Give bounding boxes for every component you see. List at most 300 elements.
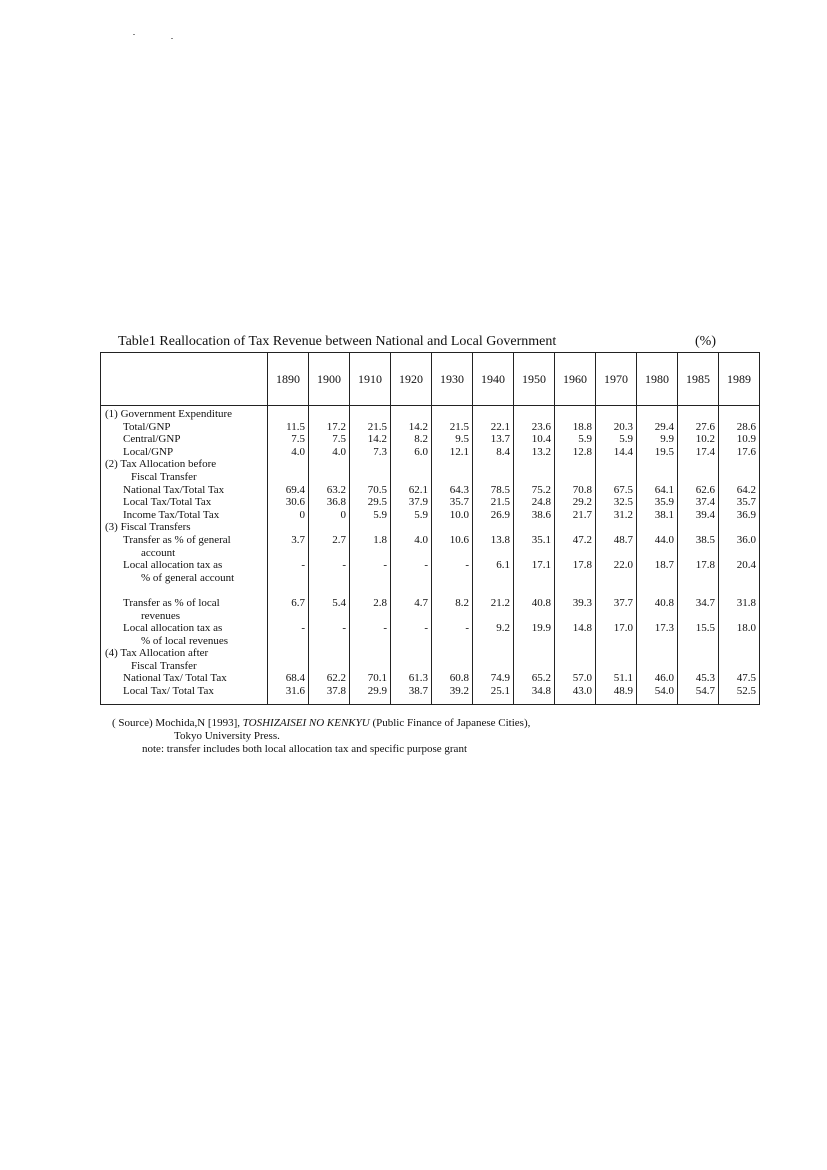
table-cell-value [678,660,718,673]
table-cell-value: 39.4 [695,508,715,521]
row-label [101,584,267,597]
table-cell-value: 17.3 [654,622,674,635]
table-cell-value [309,584,349,597]
table-cell-value [391,408,431,421]
table-cell-value: 15.5 [695,622,715,635]
table-cell-value: 38.7 [408,685,428,698]
table-cell-value: 14.2 [367,433,387,446]
table-cell-value: - [342,559,346,572]
table-cell-value: 4.7 [414,596,428,609]
table-cell-value [268,635,308,648]
table-cell-value [514,647,554,660]
table-cell-value: 12.1 [449,445,469,458]
note-line: note: transfer includes both local allocation tax and specific purpose grant [142,743,467,755]
scan-speck [133,34,135,35]
table-cell-value [678,572,718,585]
year-header: 1989 [719,353,760,406]
table-cell-value [350,458,390,471]
table-cell-value [596,584,636,597]
row-label: Transfer as % of general [123,533,231,546]
year-header: 1980 [637,353,678,406]
table-unit: (%) [695,334,716,349]
table-cell-value: 32.5 [613,496,633,509]
table-cell-value: 4.0 [414,533,428,546]
table-cell-value: 54.7 [695,685,715,698]
table-cell-value [637,408,677,421]
table-cell-value: 75.2 [531,483,551,496]
year-column-cell [514,406,555,705]
year-header: 1910 [350,353,391,406]
table-cell-value: - [301,622,305,635]
source-title: TOSHIZAISEI NO KENKYU [242,717,370,729]
table-cell-value: 9.2 [496,622,510,635]
table-cell-value [514,635,554,648]
table-cell-value [432,610,472,623]
table-cell-value [309,471,349,484]
table-cell-value [432,547,472,560]
table-cell-value [514,471,554,484]
table-cell-value: 2.7 [332,533,346,546]
table-cell-value: 34.8 [531,685,551,698]
table-cell-value: 29.5 [367,496,387,509]
table-cell-value: 30.6 [285,496,305,509]
table-cell-value: 36.8 [326,496,346,509]
year-column-cell [432,406,473,705]
table-cell-value [391,458,431,471]
table-cell-value [514,408,554,421]
table-cell-value [473,521,513,534]
source-suffix: (Public Finance of Japanese Cities), [369,717,531,729]
table-cell-value: 13.7 [490,433,510,446]
table-cell-value [432,471,472,484]
table-cell-value: 68.4 [285,672,305,685]
table-cell-value [473,660,513,673]
table-cell-value: 69.4 [285,483,305,496]
row-label: (1) Government Expenditure [105,408,233,420]
row-label: Total/GNP [123,420,171,433]
table-header-row [101,353,760,406]
table-cell-value: 21.2 [490,596,510,609]
table-cell-value [268,647,308,660]
table-cell-value: 46.0 [654,672,674,685]
table-cell-value: 39.3 [572,596,592,609]
table-cell-value [719,635,759,648]
table-cell-value: 22.0 [613,559,633,572]
table-cell-value: 29.9 [367,685,387,698]
table-cell-value: 67.5 [613,483,633,496]
table-cell-value [555,660,595,673]
table-cell-value: 17.6 [736,445,756,458]
year-header: 1940 [473,353,514,406]
table-cell-value [473,471,513,484]
table-cell-value: 70.1 [367,672,387,685]
table-cell-value [350,572,390,585]
data-table [100,352,760,705]
table-cell-value: - [301,559,305,572]
table-cell-value: 0 [299,508,305,521]
table-cell-value [432,458,472,471]
table-cell-value: 18.7 [654,559,674,572]
table-cell-value: 37.9 [408,496,428,509]
table-cell-value [596,521,636,534]
table-cell-value [350,635,390,648]
table-cell-value [391,660,431,673]
data-table-wrapper [100,352,760,705]
table-cell-value: 14.2 [408,420,428,433]
table-cell-value [473,647,513,660]
table-cell-value [678,521,718,534]
table-cell-value [432,660,472,673]
table-cell-value: 18.8 [572,420,592,433]
table-cell-value [719,610,759,623]
table-cell-value: 5.9 [414,508,428,521]
table-cell-value: 62.1 [408,483,428,496]
table-cell-value [309,572,349,585]
table-cell-value: 26.9 [490,508,510,521]
table-cell-value: 31.2 [613,508,633,521]
row-label: Fiscal Transfer [131,470,197,483]
table-cell-value [555,547,595,560]
table-cell-value: 63.2 [326,483,346,496]
table-cell-value [678,471,718,484]
table-cell-value: 27.6 [695,420,715,433]
table-cell-value [637,584,677,597]
table-cell-value: 19.9 [531,622,551,635]
table-cell-value: 37.7 [613,596,633,609]
row-label-cell [101,406,268,705]
table-cell-value [473,610,513,623]
table-cell-value [350,584,390,597]
table-cell-value: 18.0 [736,622,756,635]
year-header: 1930 [432,353,473,406]
table-cell-value: - [383,559,387,572]
table-cell-value [555,584,595,597]
table-cell-value [596,547,636,560]
year-column-cell [596,406,637,705]
table-cell-value [350,610,390,623]
table-cell-value: 8.2 [455,596,469,609]
table-cell-value: 70.5 [367,483,387,496]
year-header: 1985 [678,353,719,406]
table-cell-value: 5.9 [619,433,633,446]
table-cell-value: 14.8 [572,622,592,635]
table-cell-value [514,660,554,673]
row-label: Central/GNP [123,433,181,446]
table-cell-value: 11.5 [286,420,305,433]
table-cell-value [637,610,677,623]
table-title-row [118,334,738,352]
table-cell-value [268,471,308,484]
table-cell-value: 36.9 [736,508,756,521]
table-cell-value: 12.8 [572,445,592,458]
table-cell-value [719,408,759,421]
table-cell-value: 24.8 [531,496,551,509]
table-cell-value: 37.4 [695,496,715,509]
table-cell-value [514,572,554,585]
table-cell-value: 51.1 [613,672,633,685]
table-cell-value [473,635,513,648]
table-cell-value [555,471,595,484]
table-cell-value [473,584,513,597]
table-cell-value [678,408,718,421]
year-column-cell [473,406,514,705]
table-cell-value [719,521,759,534]
row-label: National Tax/Total Tax [123,483,225,496]
table-cell-value: 0 [340,508,346,521]
header-corner [101,353,268,406]
table-cell-value: 40.8 [654,596,674,609]
table-cell-value: 64.1 [654,483,674,496]
source-line [112,717,530,730]
table-cell-value [309,610,349,623]
table-cell-value: - [465,559,469,572]
publisher-line: Tokyo University Press. [174,730,280,742]
table-cell-value: 35.9 [654,496,674,509]
table-cell-value [596,572,636,585]
table-cell-value [678,635,718,648]
table-cell-value: 6.1 [496,559,510,572]
table-cell-value [555,408,595,421]
table-cell-value: 54.0 [654,685,674,698]
table-cell-value [309,647,349,660]
row-label: Fiscal Transfer [131,659,197,672]
year-header: 1950 [514,353,555,406]
row-label: Local allocation tax as [123,622,223,635]
table-cell-value [555,647,595,660]
table-cell-value: 45.3 [695,672,715,685]
year-column-cell [719,406,760,705]
table-body-row [101,406,760,705]
table-cell-value [719,572,759,585]
table-cell-value [268,610,308,623]
table-cell-value: 17.2 [326,420,346,433]
table-cell-value: 25.1 [490,685,510,698]
table-cell-value [309,635,349,648]
table-cell-value: 34.7 [695,596,715,609]
table-cell-value [391,521,431,534]
table-cell-value: 9.5 [455,433,469,446]
table-cell-value [637,572,677,585]
row-label: (2) Tax Allocation before [105,458,217,471]
table-cell-value [637,547,677,560]
table-cell-value [637,635,677,648]
table-cell-value: 62.2 [326,672,346,685]
table-cell-value: 65.2 [531,672,551,685]
table-cell-value [268,408,308,421]
table-cell-value [350,408,390,421]
table-cell-value: 61.3 [408,672,428,685]
table-cell-value [514,458,554,471]
table-cell-value: 35.7 [449,496,469,509]
table-cell-value [678,610,718,623]
table-cell-value [309,458,349,471]
table-cell-value: 57.0 [572,672,592,685]
year-header: 1970 [596,353,637,406]
table-cell-value [309,660,349,673]
table-cell-value: 3.7 [291,533,305,546]
table-cell-value: 48.9 [613,685,633,698]
table-cell-value [268,458,308,471]
table-cell-value: 10.2 [695,433,715,446]
table-cell-value: 37.8 [326,685,346,698]
table-title: Table1 Reallocation of Tax Revenue between National and Local Government [118,334,557,349]
table-cell-value [473,408,513,421]
table-cell-value: - [383,622,387,635]
table-cell-value [719,471,759,484]
table-cell-value [555,572,595,585]
table-cell-value [350,547,390,560]
table-cell-value: 5.9 [578,433,592,446]
table-cell-value: 35.1 [531,533,551,546]
table-cell-value: 47.2 [572,533,592,546]
table-cell-value [596,408,636,421]
table-cell-value: 10.6 [449,533,469,546]
year-column-cell [637,406,678,705]
table-cell-value [309,521,349,534]
table-cell-value: 17.8 [695,559,715,572]
table-cell-value [719,647,759,660]
year-header: 1920 [391,353,432,406]
table-cell-value: 10.0 [449,508,469,521]
table-cell-value: 6.0 [414,445,428,458]
table-cell-value [268,660,308,673]
table-cell-value: 52.5 [736,685,756,698]
table-cell-value: 31.6 [285,685,305,698]
table-cell-value [555,521,595,534]
table-cell-value: 13.8 [490,533,510,546]
table-cell-value: 8.4 [496,445,510,458]
table-cell-value: 19.5 [654,445,674,458]
table-cell-value [719,584,759,597]
table-cell-value: 20.3 [613,420,633,433]
table-cell-value: 39.2 [449,685,469,698]
table-cell-value: 4.0 [332,445,346,458]
table-cell-value: 64.2 [736,483,756,496]
table-cell-value [432,635,472,648]
table-cell-value: 70.8 [572,483,592,496]
row-label: Income Tax/Total Tax [123,508,220,521]
table-cell-value [432,647,472,660]
table-cell-value [678,584,718,597]
table-cell-value: 22.1 [490,420,510,433]
table-cell-value [432,521,472,534]
row-label: National Tax/ Total Tax [123,672,227,685]
table-cell-value: 44.0 [654,533,674,546]
table-cell-value: 62.6 [695,483,715,496]
row-label: (3) Fiscal Transfers [105,521,191,534]
table-cell-value: 13.2 [531,445,551,458]
table-cell-value [268,547,308,560]
table-cell-value [637,458,677,471]
table-cell-value: 60.8 [449,672,469,685]
table-cell-value [514,610,554,623]
row-label: Local Tax/ Total Tax [123,685,214,698]
row-label: Transfer as % of local [123,596,220,609]
year-header: 1890 [268,353,309,406]
table-cell-value: 6.7 [291,596,305,609]
table-cell-value: 21.7 [572,508,592,521]
table-cell-value [719,458,759,471]
year-header: 1900 [309,353,350,406]
year-column-cell [678,406,719,705]
table-cell-value: 7.3 [373,445,387,458]
table-cell-value: 38.6 [531,508,551,521]
table-cell-value [432,572,472,585]
table-cell-value [268,521,308,534]
table-cell-value [514,584,554,597]
table-cell-value: - [424,559,428,572]
table-cell-value: 38.5 [695,533,715,546]
year-column-cell [350,406,391,705]
table-cell-value [596,660,636,673]
table-cell-value [309,408,349,421]
row-label: % of local revenues [141,634,229,647]
source-prefix: ( Source) Mochida,N [1993], [112,717,243,729]
table-cell-value: 17.4 [695,445,715,458]
year-header: 1960 [555,353,596,406]
table-cell-value [637,660,677,673]
table-cell-value [637,471,677,484]
table-cell-value: 10.4 [531,433,551,446]
table-cell-value: 17.0 [613,622,633,635]
table-cell-value [596,471,636,484]
table-cell-value: 17.1 [531,559,551,572]
table-cell-value [719,660,759,673]
table-cell-value: 31.8 [736,596,756,609]
year-column-cell [391,406,432,705]
row-label: Local Tax/Total Tax [123,496,212,509]
table-cell-value [350,660,390,673]
table-cell-value [432,408,472,421]
table-cell-value [596,647,636,660]
row-label: revenues [141,609,181,622]
table-cell-value: 1.8 [373,533,387,546]
table-cell-value: 48.7 [613,533,633,546]
table-cell-value [555,458,595,471]
table-cell-value: 5.4 [332,596,346,609]
table-cell-value [391,635,431,648]
table-cell-value [637,521,677,534]
table-cell-value [719,547,759,560]
table-cell-value [473,458,513,471]
row-label: Local/GNP [123,445,174,458]
table-cell-value: 35.7 [736,496,756,509]
table-cell-value: 9.9 [660,433,674,446]
table-cell-value: 28.6 [736,420,756,433]
table-cell-value [432,584,472,597]
table-cell-value: 14.4 [613,445,633,458]
table-cell-value: 7.5 [291,433,305,446]
table-cell-value [268,572,308,585]
table-cell-value: 36.0 [736,533,756,546]
table-cell-value: 20.4 [736,559,756,572]
table-cell-value: - [465,622,469,635]
row-label: % of general account [141,571,235,584]
table-cell-value [391,572,431,585]
table-cell-value: 47.5 [736,672,756,685]
table-cell-value [637,647,677,660]
table-cell-value: 74.9 [490,672,510,685]
table-cell-value [596,635,636,648]
table-cell-value: 4.0 [291,445,305,458]
table-cell-value: 29.4 [654,420,674,433]
table-cell-value: 64.3 [449,483,469,496]
table-cell-value [350,521,390,534]
table-cell-value [350,471,390,484]
table-cell-value [391,471,431,484]
table-cell-value: 21.5 [367,420,387,433]
table-cell-value [309,547,349,560]
